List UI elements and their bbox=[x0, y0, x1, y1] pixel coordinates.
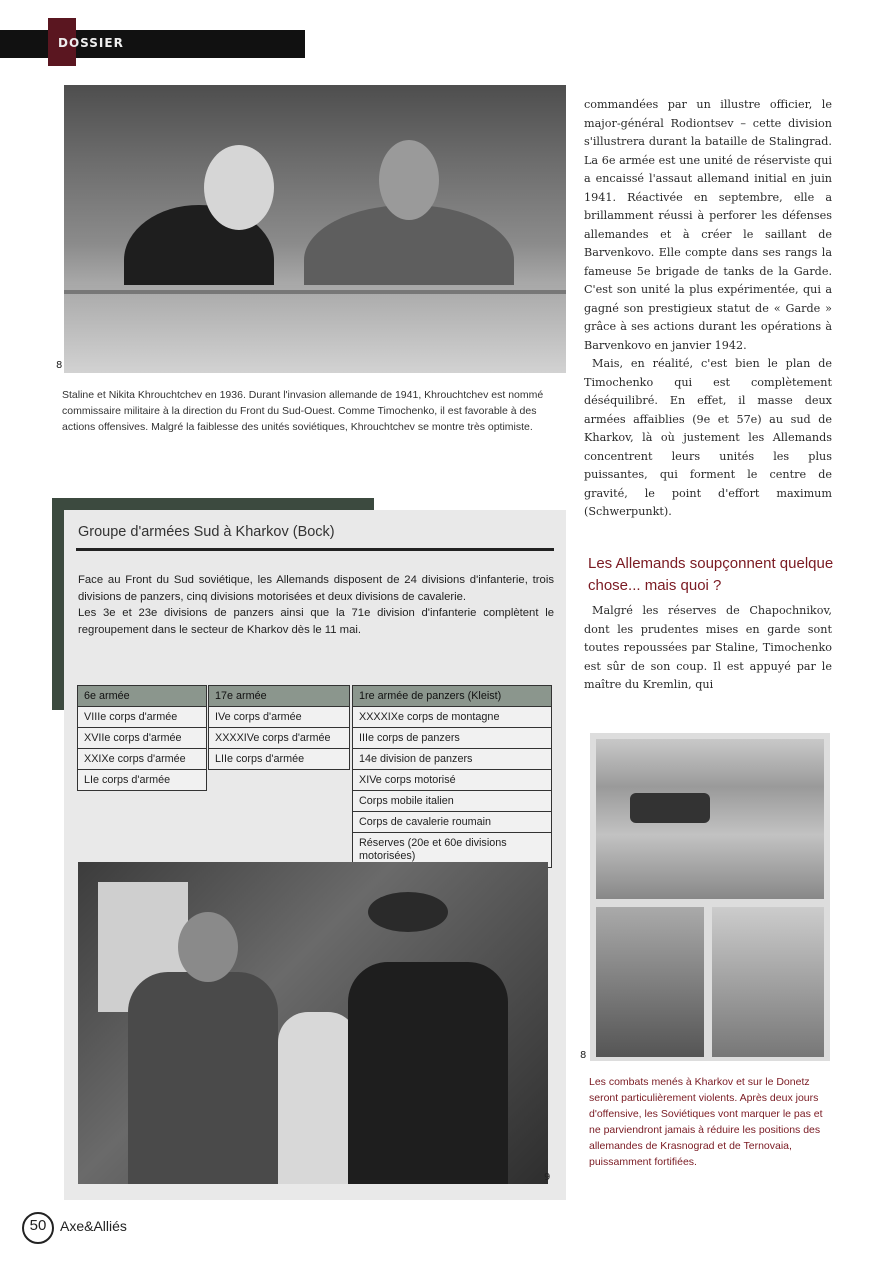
table-header: 1re armée de panzers (Kleist) bbox=[353, 686, 552, 707]
table-cell: 14e division de panzers bbox=[353, 749, 552, 770]
section-label: DOSSIER bbox=[58, 36, 124, 50]
box-title: Groupe d'armées Sud à Kharkov (Bock) bbox=[78, 524, 335, 540]
photo-german-officers bbox=[78, 862, 551, 1184]
table-cell: XIVe corps motorisé bbox=[353, 770, 552, 791]
section-heading: Les Allemands soupçonnent quelque chose... mais quoi ? bbox=[588, 555, 834, 594]
table-cell: Réserves (20e et 60e divisions motorisées) bbox=[353, 833, 552, 868]
box-accent-side bbox=[52, 510, 64, 710]
box-title-rule bbox=[76, 548, 554, 551]
table-cell: LIIe corps d'armée bbox=[209, 749, 350, 770]
figure-number-top: 8 bbox=[56, 360, 63, 371]
photo-collage-donetz bbox=[590, 733, 830, 1061]
table-cell: Corps de cavalerie roumain bbox=[353, 812, 552, 833]
box-paragraph: Face au Front du Sud soviétique, les Allemands disposent de 24 divisions d'infanterie, trois divisions de panzers, cinq divisions motorisées et deux divisions de cavalerie. bbox=[78, 574, 554, 603]
section-header-bar bbox=[0, 30, 305, 58]
table-cell: XXIXe corps d'armée bbox=[78, 749, 207, 770]
table-17th-army bbox=[208, 685, 350, 770]
article-column-right bbox=[584, 96, 832, 522]
caption-top: Staline et Nikita Khrouchtchev en 1936. Durant l'invasion allemande de 1941, Khrouchtchev est nommé commissaire militaire à la direction du Front du Sud-Ouest. Comme Timochenko, il est favorable à des actions offensives. Malgré la faiblesse des unités soviétiques, Khrouchtchev se montre très optimiste. bbox=[62, 389, 544, 433]
article-paragraph: Mais, en réalité, c'est bien le plan de Timochenko qui est complètement déséquilibré. En effet, il masse deux armées affaiblies (9e et 57e) au sud de Kharkov, là où justement les Allemands concentrent leurs unités les plus puissantes, qui forment le centre de gravité, le point d'effort maximum (Schwerpunkt). bbox=[584, 357, 832, 518]
table-header: 17e armée bbox=[209, 686, 350, 707]
table-cell: VIIIe corps d'armée bbox=[78, 707, 207, 728]
table-cell: LIe corps d'armée bbox=[78, 770, 207, 791]
table-cell: XXXXIXe corps de montagne bbox=[353, 707, 552, 728]
caption-right: Les combats menés à Kharkov et sur le Donetz seront particulièrement violents. Après deux jours d'offensive, les Soviétiques vont marquer le pas et ne parviendront jamais à réduire les positions des allemandes de Krasnograd et de Ternovaia, puissamment fortifiées. bbox=[589, 1076, 823, 1168]
table-cell: XVIIe corps d'armée bbox=[78, 728, 207, 749]
photo-stalin-khrushchev bbox=[64, 85, 566, 373]
table-6th-army bbox=[77, 685, 207, 791]
box-paragraph: Les 3e et 23e divisions de panzers ainsi que la 71e division d'infanterie complètent le regroupement dans le secteur de Kharkov dès le 11 mai. bbox=[78, 607, 554, 636]
box-accent-bar bbox=[52, 498, 374, 510]
table-cell: IVe corps d'armée bbox=[209, 707, 350, 728]
table-1st-panzer-army bbox=[352, 685, 552, 868]
magazine-name: Axe&Alliés bbox=[60, 1218, 127, 1234]
table-header: 6e armée bbox=[78, 686, 207, 707]
table-cell: IIIe corps de panzers bbox=[353, 728, 552, 749]
table-cell: Corps mobile italien bbox=[353, 791, 552, 812]
box-text bbox=[78, 572, 554, 638]
figure-number-right: 8 bbox=[580, 1050, 587, 1061]
article-paragraph: Malgré les réserves de Chapochnikov, dont les prudentes mises en garde sont toutes repoussées par Staline, Timochenko est sûr de son coup. Il est appuyé par le maître du Kremlin, qui bbox=[584, 604, 832, 691]
article-paragraph: commandées par un illustre officier, le major-général Rodiontsev – cette division s'illustrera durant la bataille de Stalingrad. La 6e armée est une unité de réserviste qui a encaissé l'assaut allemand initial en juin 1941. Réactivée en septembre, elle a brillamment réussi à perforer les défenses allemandes et à créer le saillant de Barvenkovo. Elle compte dans ses rangs la fameuse 5e brigade de tanks de la Garde. C'est son unité la plus expérimentée, qui a gagné son prestigieux statut de « Garde » grâce à ses actions durant les opérations à Barvenkovo en janvier 1942. bbox=[584, 98, 832, 352]
figure-number-bottom: 9 bbox=[544, 1172, 551, 1183]
table-cell: XXXXIVe corps d'armée bbox=[209, 728, 350, 749]
page-number: 50 bbox=[29, 1217, 47, 1234]
